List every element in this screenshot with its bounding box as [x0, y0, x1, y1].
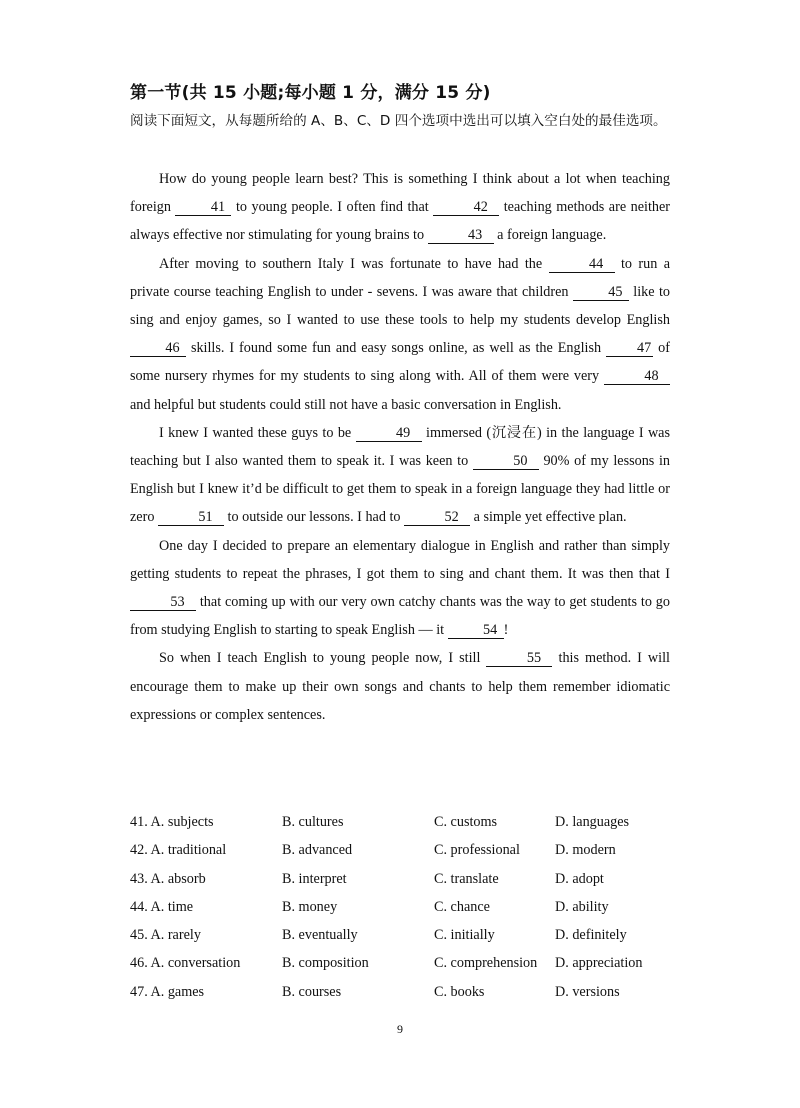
passage-paragraph — [130, 250, 670, 419]
option-choice[interactable]: C. customs — [434, 814, 498, 830]
page-number: 9 — [397, 1022, 403, 1036]
option-choice[interactable]: B. cultures — [282, 814, 344, 830]
passage-paragraph — [130, 419, 670, 532]
option-choice[interactable]: C. comprehension — [434, 955, 538, 972]
option-row — [130, 842, 690, 870]
blank-53[interactable]: 53 — [130, 594, 196, 611]
blank-45[interactable]: 45 — [573, 284, 629, 301]
option-row — [130, 984, 690, 1012]
passage-text: of some nursery rhymes for my students to sing along with. All of them were very — [130, 340, 670, 385]
option-choice[interactable]: B. advanced — [282, 842, 353, 859]
blank-46[interactable]: 46 — [130, 340, 186, 357]
passage-text: skills. I found some fun and easy songs online, as well as the English — [186, 340, 607, 357]
blank-42[interactable]: 42 — [433, 199, 499, 216]
option-choice[interactable]: C. professional — [434, 842, 520, 859]
option-choice[interactable]: 42. A. traditional — [130, 842, 227, 859]
option-choice[interactable]: 43. A. absorb — [130, 870, 206, 887]
passage-text: I knew I wanted these guys to be — [159, 424, 356, 441]
option-choice[interactable]: B. courses — [282, 983, 342, 1000]
option-choice[interactable]: 41. A. subjects — [130, 814, 214, 830]
passage-text: 90% of my lessons in English but I knew it’d be difficult to get them to speak in a foreign language they had little or zero — [130, 453, 670, 526]
option-choice[interactable]: D. languages — [555, 814, 630, 830]
passage-text: How do young people learn best? This is something I think about a lot when teaching foreign — [130, 171, 670, 216]
option-choice[interactable]: B. interpret — [282, 870, 347, 887]
option-choice[interactable]: C. chance — [434, 898, 490, 915]
blank-48[interactable]: 48 — [604, 368, 670, 385]
passage-text: that coming up with our very own catchy chants was the way to get students to go from studying English to starting to speak English — it — [130, 594, 670, 639]
passage-text: ! — [503, 622, 509, 639]
option-choice[interactable]: 44. A. time — [130, 898, 194, 915]
blank-43[interactable]: 43 — [428, 227, 494, 244]
passage-paragraph — [130, 165, 670, 250]
blank-50[interactable]: 50 — [473, 453, 539, 470]
option-choice[interactable]: B. eventually — [282, 927, 358, 944]
option-choice[interactable]: 45. A. rarely — [130, 927, 201, 944]
answer-options — [130, 814, 690, 1012]
blank-55[interactable]: 55 — [486, 650, 552, 667]
option-row — [130, 927, 690, 955]
blank-52[interactable]: 52 — [404, 509, 470, 526]
blank-47[interactable]: 47 — [606, 340, 653, 357]
passage-text: to young people. I often find that — [231, 199, 434, 216]
blank-51[interactable]: 51 — [158, 509, 224, 526]
option-choice[interactable]: D. ability — [555, 898, 609, 915]
passage-text: to outside our lessons. I had to — [223, 509, 405, 526]
option-row — [130, 899, 690, 927]
option-choice[interactable]: C. translate — [434, 870, 499, 887]
option-choice[interactable]: D. appreciation — [555, 955, 643, 972]
blank-49[interactable]: 49 — [356, 425, 422, 442]
blank-41[interactable]: 41 — [175, 199, 231, 216]
option-row — [130, 871, 690, 899]
passage-text: So when I teach English to young people now, I still — [159, 650, 487, 667]
passage-text: like to sing and enjoy games, so I wanted to use these tools to help my students develop English — [130, 283, 671, 329]
cloze-passage — [130, 165, 670, 729]
option-choice[interactable]: B. composition — [282, 955, 369, 972]
option-choice[interactable]: C. initially — [434, 927, 495, 944]
option-choice[interactable]: D. definitely — [555, 927, 627, 944]
passage-text: a simple yet effective plan. — [470, 509, 627, 526]
passage-text: to run a private course teaching English to under - sevens. I was aware that children — [130, 255, 670, 300]
passage-paragraph — [130, 532, 670, 645]
instructions: 阅读下面短文，从每题所给的 A、B、C、D 四个选项中选出可以填入空白处的最佳选项。 — [130, 113, 667, 129]
passage-text: After moving to southern Italy I was fortunate to have had the — [159, 255, 549, 272]
passage-text: this method. I will encourage them to make up their own songs and chants to help them remember idiomatic expressions or complex sentences. — [130, 650, 670, 723]
blank-44[interactable]: 44 — [549, 256, 615, 273]
option-choice[interactable]: D. versions — [555, 983, 620, 1000]
passage-text: One day I decided to prepare an elementary dialogue in English and rather than simply getting students to repeat the phrases, I got them to sing and chant them. It was then that I — [130, 537, 670, 582]
option-choice[interactable]: B. money — [282, 898, 338, 915]
passage-text: teaching methods are neither always effective nor stimulating for young brains to — [130, 199, 670, 244]
option-choice[interactable]: D. adopt — [555, 870, 604, 887]
blank-54[interactable]: 54 — [448, 622, 504, 639]
option-choice[interactable]: 46. A. conversation — [130, 955, 241, 972]
passage-text: immersed (沉浸在) in the language I was teaching but I also wanted them to speak it. I was keen to — [130, 424, 671, 470]
option-choice[interactable]: D. modern — [555, 842, 616, 859]
option-row — [130, 814, 690, 842]
option-choice[interactable]: 47. A. games — [130, 983, 205, 1000]
passage-text: a foreign language. — [493, 227, 607, 244]
option-row — [130, 955, 690, 983]
passage-paragraph — [130, 644, 670, 729]
passage-text: and helpful but students could still not have a basic conversation in English. — [130, 396, 562, 413]
option-choice[interactable]: C. books — [434, 983, 485, 1000]
section-title: 第一节(共 15 小题;每小题 1 分，满分 15 分) — [130, 83, 491, 103]
